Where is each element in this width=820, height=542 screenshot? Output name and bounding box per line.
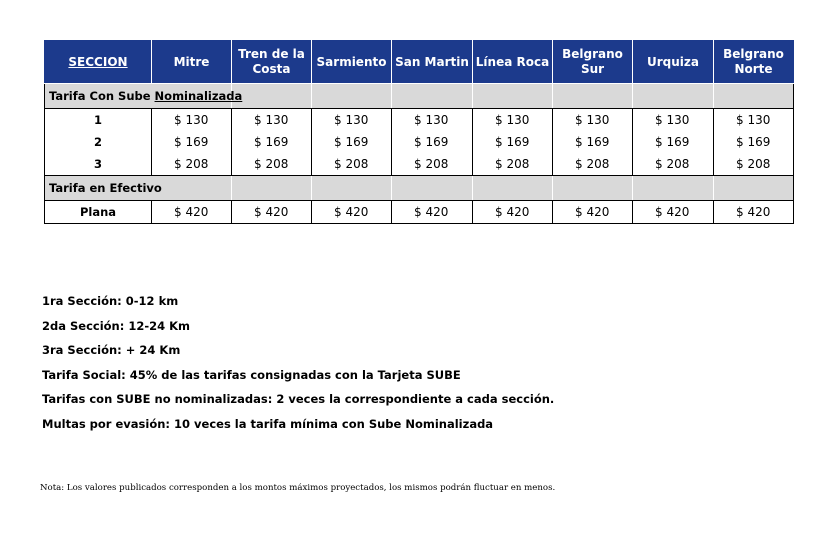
group-row-filler bbox=[473, 84, 553, 109]
table-row bbox=[45, 153, 794, 176]
fare-table bbox=[44, 40, 794, 224]
fare-cell: $ 208 bbox=[553, 153, 633, 176]
column-header-belgrano-sur: Belgrano Sur bbox=[553, 41, 633, 84]
group-row-filler bbox=[714, 84, 794, 109]
fare-cell: $ 130 bbox=[553, 109, 633, 132]
fare-cell: $ 130 bbox=[633, 109, 714, 132]
fare-table-body bbox=[45, 84, 794, 224]
group-row-filler bbox=[473, 176, 553, 201]
table-row bbox=[45, 131, 794, 153]
group-row-filler bbox=[553, 176, 633, 201]
fare-cell: $ 169 bbox=[312, 131, 392, 153]
fare-cell: $ 208 bbox=[312, 153, 392, 176]
fare-cell: $ 169 bbox=[553, 131, 633, 153]
group-row-filler bbox=[392, 176, 473, 201]
fare-cell: $ 420 bbox=[232, 201, 312, 224]
group-label-text: Tarifa en Efectivo bbox=[49, 181, 162, 195]
group-row-filler bbox=[312, 176, 392, 201]
fare-cell: $ 420 bbox=[714, 201, 794, 224]
fare-cell: $ 208 bbox=[473, 153, 553, 176]
row-label: 3 bbox=[45, 153, 152, 176]
column-header-sarmiento: Sarmiento bbox=[312, 41, 392, 84]
group-label-underlined: Nominalizada bbox=[154, 89, 243, 103]
note-item: Tarifas con SUBE no nominalizadas: 2 veces la correspondiente a cada sección. bbox=[42, 392, 555, 406]
table-row bbox=[45, 109, 794, 132]
group-label bbox=[45, 176, 232, 201]
fare-cell: $ 169 bbox=[152, 131, 232, 153]
group-row-filler bbox=[633, 84, 714, 109]
fare-cell: $ 169 bbox=[392, 131, 473, 153]
fare-cell: $ 130 bbox=[714, 109, 794, 132]
column-header-san-martin: San Martin bbox=[392, 41, 473, 84]
column-header-linea-roca: Línea Roca bbox=[473, 41, 553, 84]
group-row bbox=[45, 176, 794, 201]
fare-cell: $ 420 bbox=[392, 201, 473, 224]
note-item: 2da Sección: 12-24 Km bbox=[42, 318, 191, 333]
fare-cell: $ 420 bbox=[312, 201, 392, 224]
fare-cell: $ 208 bbox=[152, 153, 232, 176]
fare-cell: $ 420 bbox=[152, 201, 232, 224]
note-item: 3ra Sección: + 24 Km bbox=[42, 343, 181, 357]
group-row-filler bbox=[553, 84, 633, 109]
fare-cell: $ 130 bbox=[232, 109, 312, 132]
group-row-filler bbox=[232, 84, 312, 109]
fare-cell: $ 208 bbox=[633, 153, 714, 176]
column-header-mitre: Mitre bbox=[152, 41, 232, 84]
group-row-filler bbox=[312, 84, 392, 109]
footnote: Nota: Los valores publicados corresponden a los montos máximos proyectados, los mismos podrán fluctuar en menos. bbox=[40, 483, 556, 493]
row-label: Plana bbox=[45, 201, 152, 224]
note-item: Multas por evasión: 10 veces la tarifa mínima con Sube Nominalizada bbox=[42, 416, 494, 431]
fare-cell: $ 169 bbox=[473, 131, 553, 153]
table-row bbox=[45, 201, 794, 224]
group-row-filler bbox=[392, 84, 473, 109]
fare-cell: $ 130 bbox=[392, 109, 473, 132]
table-header-row bbox=[45, 41, 794, 84]
fare-cell: $ 169 bbox=[232, 131, 312, 153]
fare-cell: $ 420 bbox=[633, 201, 714, 224]
row-label: 1 bbox=[45, 109, 152, 132]
fare-cell: $ 208 bbox=[392, 153, 473, 176]
note-item: Tarifa Social: 45% de las tarifas consignadas con la Tarjeta SUBE bbox=[42, 367, 461, 382]
column-header-belgrano-norte: Belgrano Norte bbox=[714, 41, 794, 84]
fare-cell: $ 420 bbox=[473, 201, 553, 224]
group-row-filler bbox=[232, 176, 312, 201]
fare-cell: $ 130 bbox=[312, 109, 392, 132]
fare-cell: $ 130 bbox=[152, 109, 232, 132]
note-item: 1ra Sección: 0-12 km bbox=[42, 294, 179, 308]
column-header-seccion: SECCION bbox=[45, 41, 152, 84]
fare-cell: $ 208 bbox=[232, 153, 312, 176]
group-row bbox=[45, 84, 794, 109]
fare-cell: $ 169 bbox=[714, 131, 794, 153]
fare-cell: $ 130 bbox=[473, 109, 553, 132]
group-row-filler bbox=[714, 176, 794, 201]
column-header-tren-de-la-costa: Tren de la Costa bbox=[232, 41, 312, 84]
row-label: 2 bbox=[45, 131, 152, 153]
fare-cell: $ 420 bbox=[553, 201, 633, 224]
column-header-urquiza: Urquiza bbox=[633, 41, 714, 84]
notes-list bbox=[42, 292, 554, 439]
fare-cell: $ 169 bbox=[633, 131, 714, 153]
group-row-filler bbox=[633, 176, 714, 201]
group-label bbox=[45, 84, 243, 109]
fare-cell: $ 208 bbox=[714, 153, 794, 176]
group-label-text: Tarifa Con Sube bbox=[49, 89, 155, 103]
